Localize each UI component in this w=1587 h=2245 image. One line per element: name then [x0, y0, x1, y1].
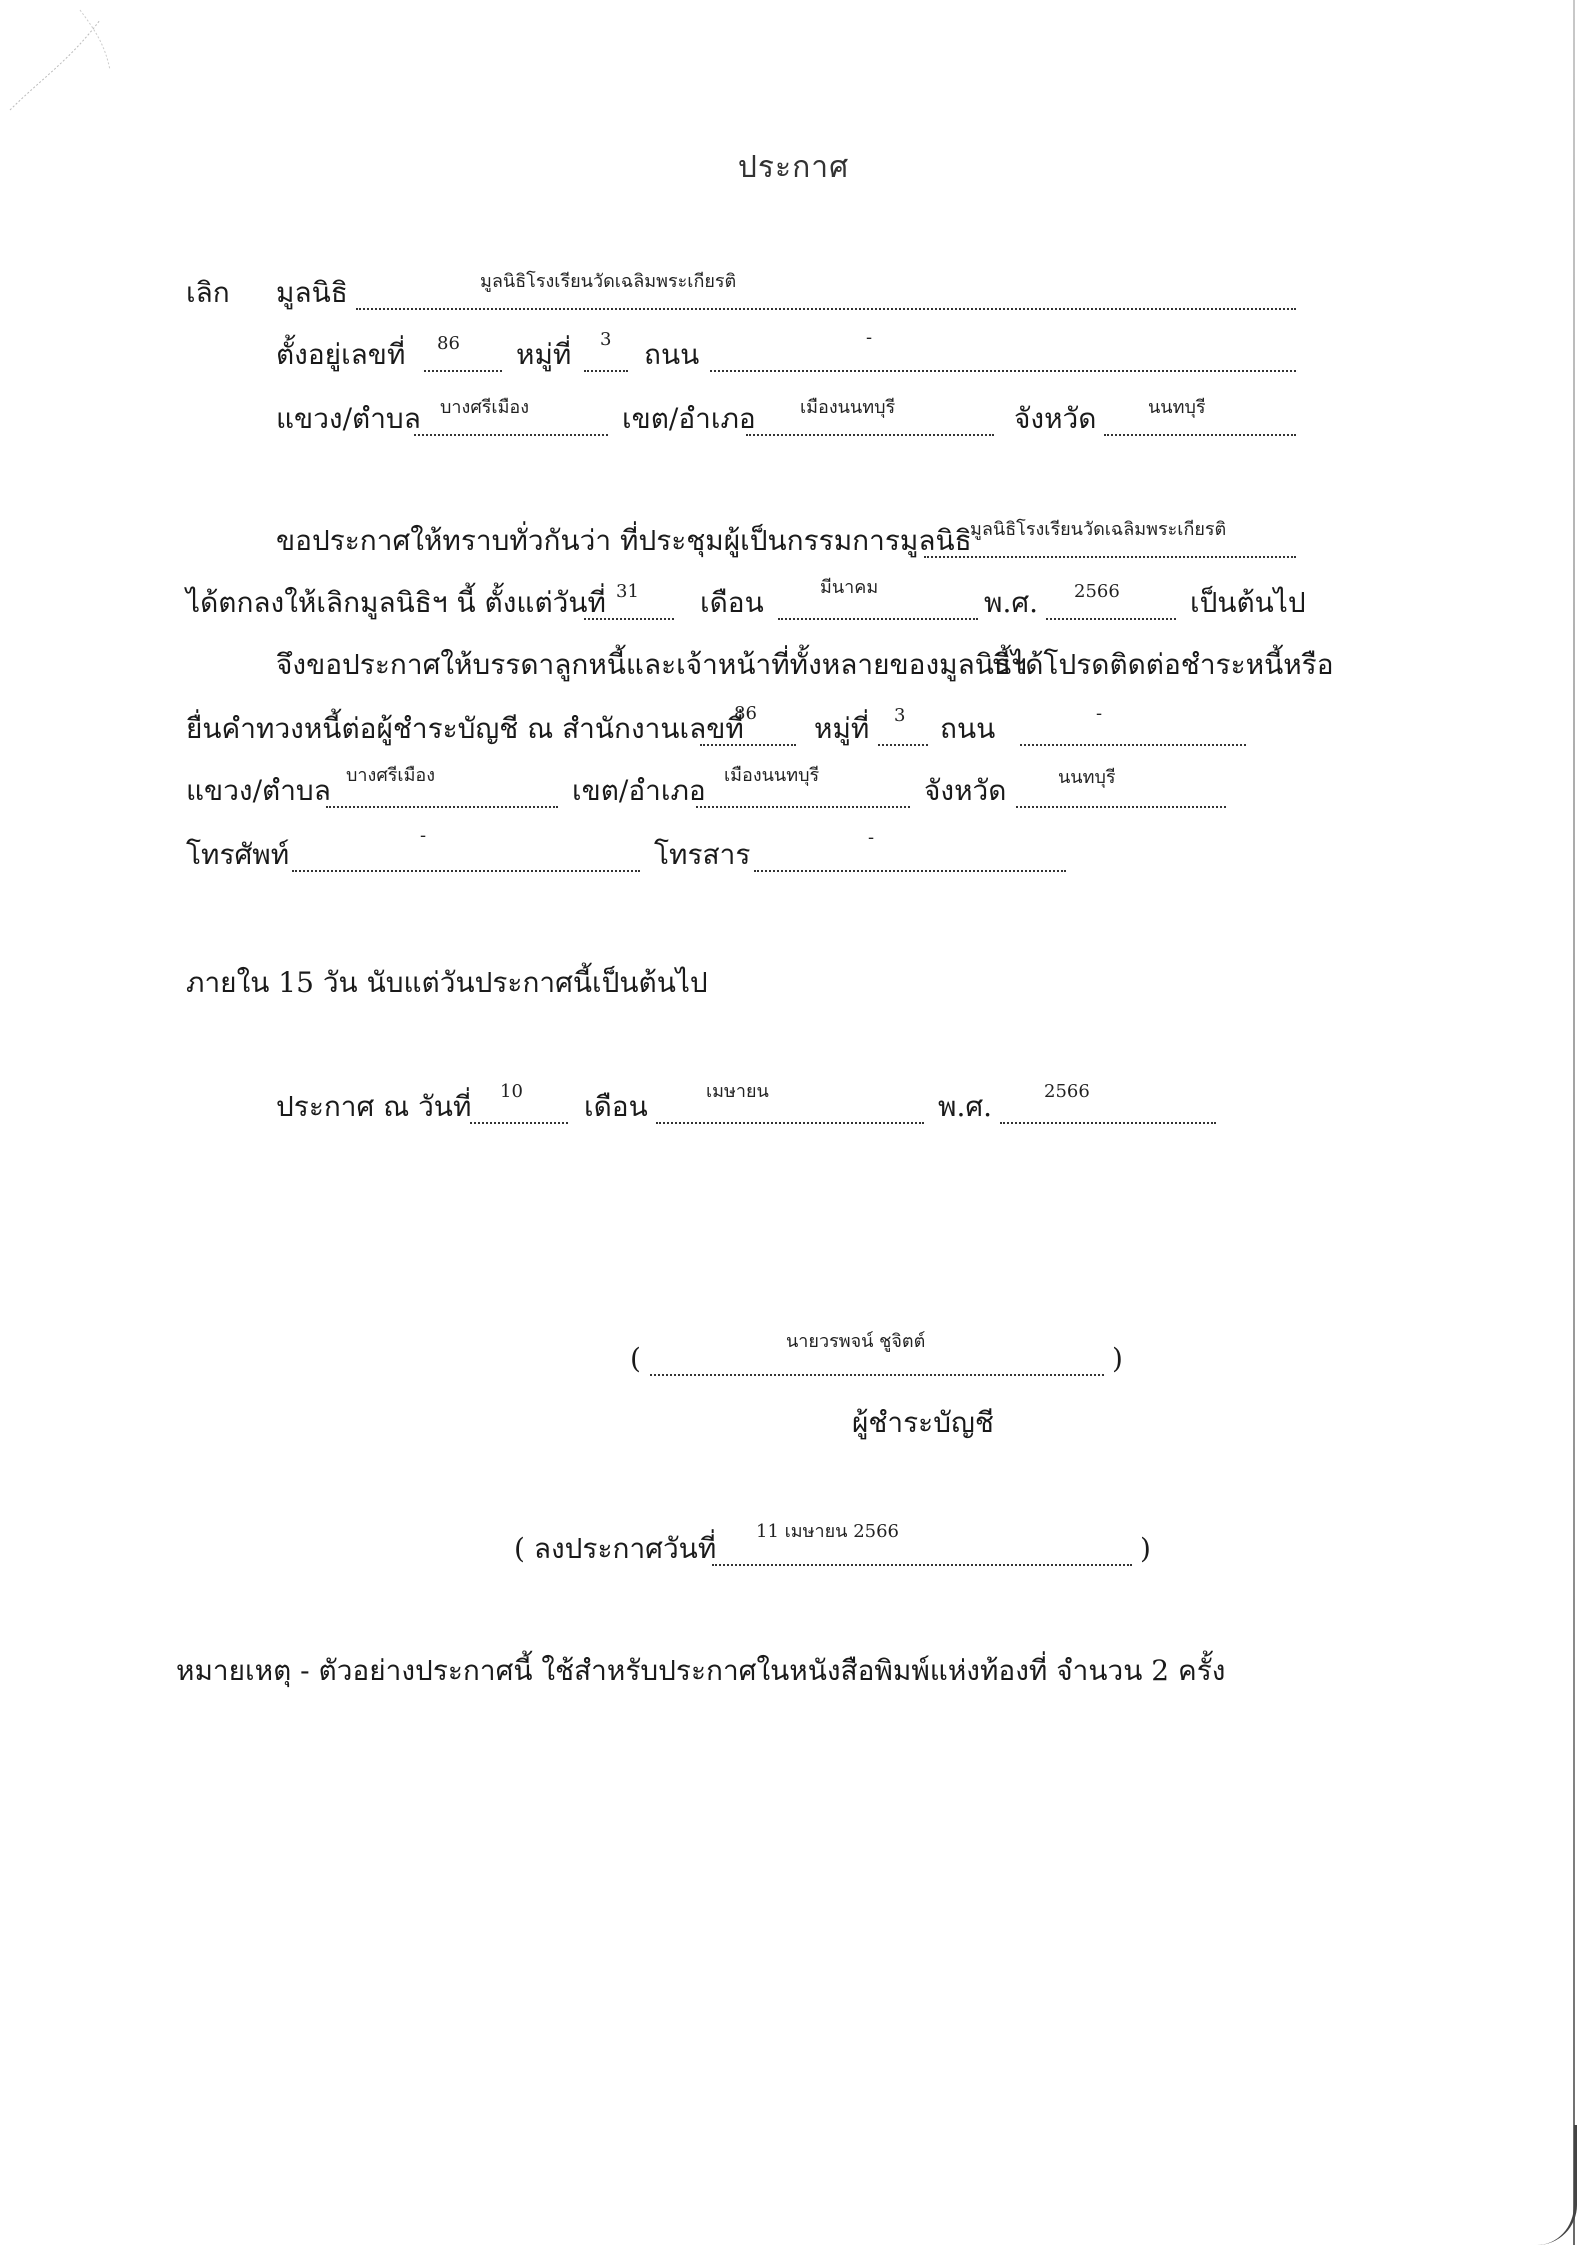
published-label: ( ลงประกาศวันที่ [514, 1532, 717, 1565]
dated-month-field [656, 1090, 924, 1124]
announce-foundation-value: มูลนิธิโรงเรียนวัดเฉลิมพระเกียรติ [970, 519, 1227, 540]
office-province-value: นนทบุรี [1058, 767, 1116, 788]
district-value: เมืองนนทบุรี [800, 397, 896, 418]
resolve-month-label: เดือน [700, 586, 764, 619]
subdistrict-value: บางศรีเมือง [440, 397, 530, 418]
foundation-label: มูลนิธิ [276, 276, 348, 309]
signature-role: ผู้ชำระบัญชี [852, 1406, 994, 1439]
debtors-text: จึงขอประกาศให้บรรดาลูกหนี้และเจ้าหน้าที่ทั้งหลายของมูลนิธิฯ [276, 648, 1027, 681]
dated-label: ประกาศ ณ วันที่ [276, 1090, 472, 1123]
footnote: หมายเหตุ - ตัวอย่างประกาศนี้ ใช้สำหรับประกาศในหนังสือพิมพ์แห่งท้องที่ จำนวน 2 ครั้ง [176, 1654, 1226, 1687]
dated-day-value: 10 [500, 1081, 523, 1102]
office-subdistrict-label: แขวง/ตำบล [186, 774, 331, 807]
signature-open-paren: ( [630, 1342, 641, 1375]
resolve-day-value: 31 [616, 581, 639, 602]
prefix-label: เลิก [186, 276, 230, 309]
province-value: นนทบุรี [1148, 397, 1206, 418]
phone-label: โทรศัพท์ [186, 838, 290, 871]
page-title: ประกาศ [737, 150, 850, 185]
resolve-text: ได้ตกลงให้เลิกมูลนิธิฯ นี้ ตั้งแต่วันที่ [186, 586, 606, 619]
office-moo-label: หมู่ที่ [814, 712, 870, 745]
dated-month-label: เดือน [584, 1090, 648, 1123]
page-curl [1534, 2125, 1577, 2245]
debtors-text-2: นี้ได้โปรดติดต่อชำระหนี้หรือ [992, 648, 1334, 681]
phone-field [292, 838, 640, 872]
office-road-value: - [1096, 703, 1103, 724]
claim-text: ยื่นคำทวงหนี้ต่อผู้ชำระบัญชี ณ สำนักงานเลขที่ [186, 712, 744, 745]
resolve-month-value: มีนาคม [820, 577, 879, 598]
office-road-label: ถนน [940, 712, 996, 745]
office-no-value: 86 [734, 703, 757, 724]
address-no-label: ตั้งอยู่เลขที่ [276, 338, 406, 371]
fax-field [754, 838, 1066, 872]
dated-year-field [1000, 1090, 1216, 1124]
office-district-value: เมืองนนทบุรี [724, 765, 820, 786]
moo-value: 3 [600, 329, 612, 350]
signature-name-value: นายวรพจน์ ชูจิตต์ [786, 1331, 926, 1352]
published-close: ) [1140, 1532, 1151, 1565]
published-date-value: 11 เมษายน 2566 [756, 1521, 899, 1542]
dated-be-label: พ.ศ. [938, 1090, 993, 1123]
road-field [710, 338, 1296, 372]
deadline-text: ภายใน 15 วัน นับแต่วันประกาศนี้เป็นต้นไป [186, 966, 708, 999]
road-label: ถนน [644, 338, 700, 371]
district-label: เขต/อำเภอ [622, 402, 756, 435]
address-no-field [424, 338, 502, 372]
office-road-field [1020, 712, 1246, 746]
road-value: - [866, 327, 873, 348]
dated-month-value: เมษายน [706, 1081, 769, 1102]
from-then-text: เป็นต้นไป [1190, 586, 1306, 619]
subdistrict-label: แขวง/ตำบล [276, 402, 421, 435]
fax-label: โทรสาร [654, 838, 751, 871]
announce-text: ขอประกาศให้ทราบทั่วกันว่า ที่ประชุมผู้เป็นกรรมการมูลนิธิ [276, 524, 972, 557]
phone-value: - [420, 825, 427, 846]
office-subdistrict-value: บางศรีเมือง [346, 765, 436, 786]
page-edge-shadow [1573, 0, 1575, 2245]
resolve-be-label: พ.ศ. [984, 586, 1039, 619]
office-province-field [1016, 774, 1226, 808]
address-no-value: 86 [437, 333, 460, 354]
office-moo-value: 3 [894, 705, 906, 726]
corner-scribble-mark [0, 0, 120, 120]
office-province-label: จังหวัด [924, 774, 1007, 807]
province-label: จังหวัด [1014, 402, 1097, 435]
signature-close-paren: ) [1112, 1342, 1123, 1375]
resolve-year-value: 2566 [1074, 581, 1120, 602]
office-district-label: เขต/อำเภอ [572, 774, 706, 807]
foundation-name-value: มูลนิธิโรงเรียนวัดเฉลิมพระเกียรติ [480, 271, 737, 292]
fax-value: - [868, 827, 875, 848]
moo-label: หมู่ที่ [516, 338, 572, 371]
dated-year-value: 2566 [1044, 1081, 1090, 1102]
